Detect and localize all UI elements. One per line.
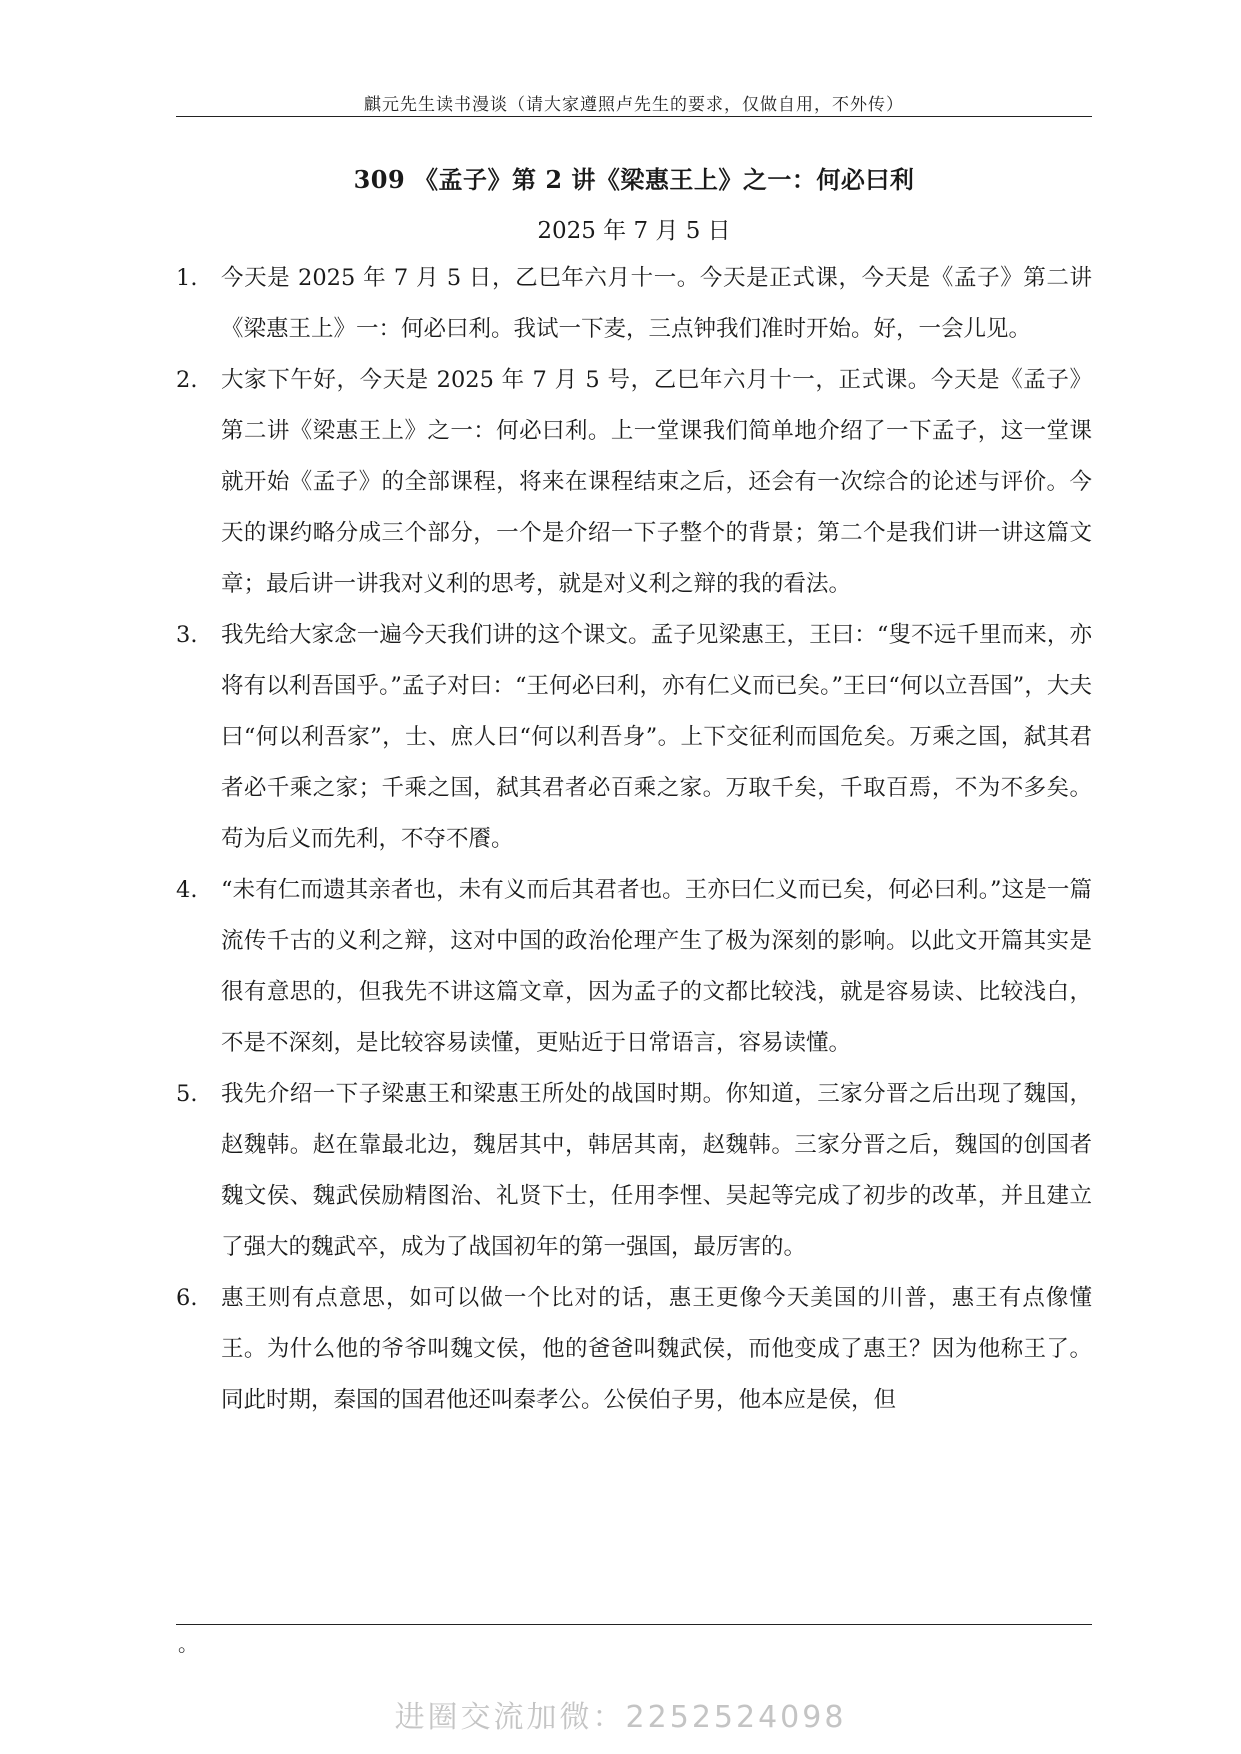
paragraph-5 — [176, 1069, 1092, 1273]
paragraph-text: 惠王则有点意思，如可以做一个比对的话，惠王更像今天美国的川普，惠王有点像懂王。为什么他的爷爷叫魏文侯，他的爸爸叫魏武侯，而他变成了惠王？因为他称王了。同此时期，秦国的国君他还叫秦孝公。公侯伯子男，他本应是侯，但 — [221, 1285, 1092, 1413]
footnote-mark: 。 — [178, 1632, 198, 1656]
paragraph-number: 2. — [176, 367, 198, 393]
paragraph-text: 大家下午好，今天是 2025 年 7 月 5 号，乙巳年六月十一，正式课。今天是《孟子》第二讲《梁惠王上》之一：何必曰利。上一堂课我们简单地介绍了一下孟子，这一堂课就开始《孟子》的全部课程，将来在课程结束之后，还会有一次综合的论述与评价。今天的课约略分成三个部分，一个是介绍一下子整个的背景；第二个是我们讲一讲这篇文章；最后讲一讲我对义利的思考，就是对义利之辩的我的看法。 — [221, 367, 1092, 597]
paragraph-4 — [176, 865, 1092, 1069]
paragraph-text: 今天是 2025 年 7 月 5 日，乙巳年六月十一。今天是正式课，今天是《孟子》第二讲《梁惠王上》一：何必曰利。我试一下麦，三点钟我们准时开始。好，一会儿见。 — [221, 265, 1092, 342]
paragraph-2 — [176, 355, 1092, 610]
document-title: 309 《孟子》第 2 讲《梁惠王上》之一：何必曰利 — [353, 165, 915, 194]
paragraph-number: 3. — [176, 622, 198, 648]
numbered-paragraphs — [176, 253, 1092, 1426]
paragraph-text: “未有仁而遗其亲者也，未有义而后其君者也。王亦曰仁义而已矣，何必曰利。”这是一篇流传千古的义利之辩，这对中国的政治伦理产生了极为深刻的影响。以此文开篇其实是很有意思的，但我先不讲这篇文章，因为孟子的文都比较浅，就是容易读、比较浅白，不是不深刻，是比较容易读懂，更贴近于日常语言，容易读懂。 — [221, 877, 1092, 1056]
paragraph-number: 6. — [176, 1285, 198, 1311]
paragraph-text: 我先介绍一下子梁惠王和梁惠王所处的战国时期。你知道，三家分晋之后出现了魏国，赵魏韩。赵在靠最北边，魏居其中，韩居其南，赵魏韩。三家分晋之后，魏国的创国者魏文侯、魏武侯励精图治、礼贤下士，任用李悝、吴起等完成了初步的改革，并且建立了强大的魏武卒，成为了战国初年的第一强国，最厉害的。 — [221, 1081, 1092, 1260]
document-date: 2025 年 7 月 5 日 — [537, 218, 731, 244]
paragraph-text: 我先给大家念一遍今天我们讲的这个课文。孟子见梁惠王，王曰：“叟不远千里而来，亦将有以利吾国乎。”孟子对曰：“王何必曰利，亦有仁义而已矣。”王曰“何以立吾国”，大夫曰“何以利吾家”，士、庶人曰“何以利吾身”。上下交征利而国危矣。万乘之国，弑其君者必千乘之家；千乘之国，弑其君者必百乘之家。万取千矣，千取百焉，不为不多矣。苟为后义而先利，不夺不餍。 — [221, 622, 1092, 852]
paragraph-6 — [176, 1273, 1092, 1426]
paragraph-number: 5. — [176, 1081, 198, 1107]
paragraph-1 — [176, 253, 1092, 355]
paragraph-3 — [176, 610, 1092, 865]
footer-divider — [176, 1624, 1092, 1625]
header-divider — [176, 116, 1092, 117]
paragraph-number: 4. — [176, 877, 198, 903]
paragraph-number: 1. — [176, 265, 198, 291]
running-header: 麒元先生读书漫谈（请大家遵照卢先生的要求，仅做自用，不外传） — [364, 95, 904, 115]
watermark-text: 进圈交流加微：2252524098 — [394, 1700, 847, 1735]
